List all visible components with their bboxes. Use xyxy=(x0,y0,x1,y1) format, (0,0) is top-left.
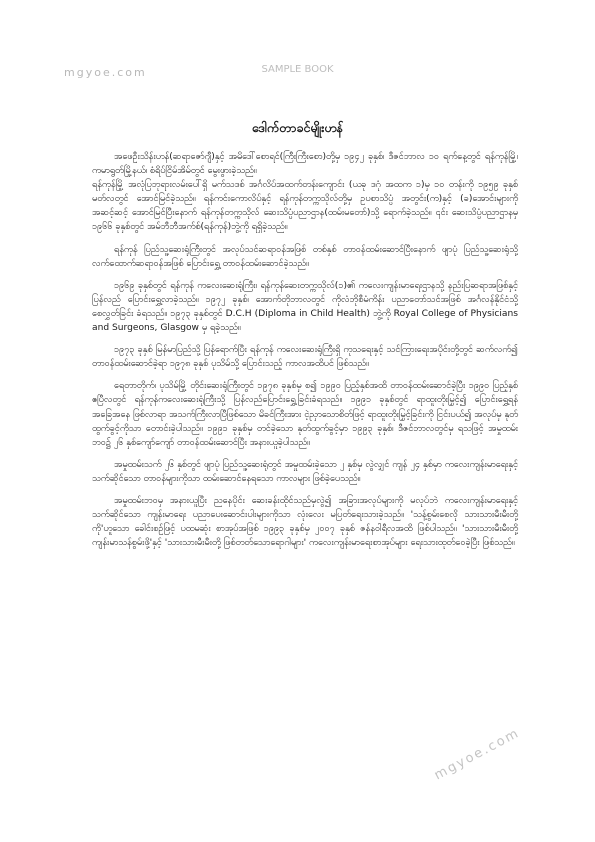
paragraph-return: ၁၉၇၃ ခုနှစ် မြန်မာပြည်သို့ ပြန်ရောက်ပြီး ရန်ကုန် ကလေးဆေးရုံကြီးရှိ ကုသရေးနှင့် သင်ကြားရေးအပိုင်းတို့တွင် ဆက်လက်၍ တာဝန်ထမ်းဆောင်ခဲ့ရာ ၁၉၇၈ ခုနှစ် ပုသိမ်သို့ ပြောင်းသည့် ကာလအထိပင် ဖြစ်သည်။ xyxy=(92,345,518,370)
paragraph-writing: အမှုထမ်းဘဝမှ အနားယူပြီး ညနေပိုင်း ဆေးခန်းထိုင်သည်မှလွဲ၍ အခြားအလုပ်များကို မလုပ်ဘဲ ကလေးကျန်းမာရေးနှင့် သက်ဆိုင်သော ကျန်းမာရေး ပညာပေးဆောင်းပါးများကိုသာ လုံးလေး မပြတ်ရေးသားခဲ့သည်။ 'သန့်စွမ်းစေလို သားသားမီးမီးတို့ကို'ဟူသော ခေါင်းစဉ်ဖြင့် ပထမဆုံး စာအုပ်အဖြစ် ၁၉၉၃ ခုနှစ်မှ ၂၀၀၇ ခုနှစ် ဇန်နဝါရီလအထိ ဖြစ်ပါသည်။ 'သားသားမီးမီးတို့ ကျန်းမာသန်စွမ်းဖို့'နှင့် 'သားသားမီးမီးတို့ ဖြစ်တတ်သောရောဂါများ' ကလေးကျန်းမာရေးစာအုပ်များ ရေးသားထုတ်ဝေခဲ့ပြီး ဖြစ်သည်။ xyxy=(92,495,518,549)
paragraph-childrens-hospital: ၁၉၆၉ ခုနှစ်တွင် ရန်ကုန် ကလေးဆေးရုံကြီး၊ ရန်ကုန်ဆေးတက္ကသိုလ်(၁)၏ ကလေးကျန်းမာရေးဌာနသို့ နည်းပြဆရာအဖြစ်နှင့် ပြန်လည် ပြောင်းရွှေ့လာခဲ့သည်။ ၁၉၇၂ ခုနှစ်၊ အောက်တိုဘာလတွင် ကိုလံဘိုစီမံကိန်း ပညာတော်သင်အဖြစ် အင်္ဂလန်နိုင်ငံသို့ စေလွှတ်ခြင်း ခံရသည်။ ၁၉၇၃ ခုနှစ်တွင် D.C.H (Diploma in Child Health) ဘွဲ့ကို Royal College of Physicians and Surgeons, Glasgow မှ ရခဲ့သည်။ xyxy=(92,280,518,334)
sample-book-label: SAMPLE BOOK xyxy=(261,64,334,75)
paragraph-service-years: အမှုထမ်းသက် ၂၆ နှစ်တွင် ဖျာပုံ ပြည်သူ့ဆေးရုံတွင် အမှုထမ်းခဲ့သော ၂ နှစ်မှ လွဲလျှင် ကျန် ၂၄ နှစ်မှာ ကလေးကျန်းမာရေးနှင့် သက်ဆိုင်သော တာဝန်များကိုသာ ထမ်းဆောင်နေရသော ကာလများ ဖြစ်ခဲ့ပေသည်။ xyxy=(92,459,518,484)
paragraph-education: ရန်ကုန်မြို့ အလုံပြဘုရားလမ်းပေါ်ရှိ မက်သဒစ် အင်္ဂလိပ်အထက်တန်းကျောင်း (ယခု ဒဂုံ အထက ၁)မှ ၁၀ တန်းကို ၁၉၅၉ ခုနှစ် မတ်လတွင် အောင်မြင်ခဲ့သည်။ ရန်ကင်းကောလိပ်နှင့် ရန်ကုန်တက္ကသိုလ်တို့မှ ဥပစာသိပ္ပံ အတွင်း(က)နှင့် (ခ)အောင်းများကို အဆင့်ဆင့် အောင်မြင်ပြီးနောက် ရန်ကုန်တက္ကသိုလ် ဆေးသိပ္ပံပညာဌာန(ထမ်းမတော်)သို့ ရောက်ခဲ့သည်။ ၎င်း ဆေးသိပ္ပံပညာဌာနမှ ၁၉၆၆ ခုနှစ်တွင် အမ်ဘီဘီအက်စ်(ရန်ကုန်)ဘွဲ့ကို ရရှိခဲ့သည်။ xyxy=(92,180,518,233)
biography-text xyxy=(92,150,518,558)
page-title: ဒေါက်တာခင်မျိုးဟန် xyxy=(251,120,344,135)
paragraph-pathein: ရေတာတိုက်၊ ပုသိမ်မြို့ တိုင်းဆေးရုံကြီးတွင် ၁၉၇၈ ခုနှစ်မှ စ၍ ၁၉၉၀ ပြည့်နှစ်အထိ တာဝန်ထမ်းဆောင်ခဲ့ပြီး ၁၉၉၀ ပြည့်နှစ် ဧပြီလတွင် ရန်ကုန်ကလေးဆေးရုံကြီးသို့ ပြန်လည်ပြောင်းရွှေ့ခြင်းခံရသည်။ ၁၉၉၁ ခုနှစ်တွင် ရာထူးတိုးမြှင့်၍ ပြောင်းရွှေ့ရန် အခြေအနေ ဖြစ်လာရာ အသက်ကြီးလာပြီဖြစ်သော မိခင်ကြီးအား ငဲ့ညှာသောစိတ်ဖြင့် ရာထူးတိုးမြှင့်ခြင်းကို ငြင်းပယ်၍ အလုပ်မှ နုတ်ထွက်ခွင့်ကိုသာ တောင်းခဲ့ပါသည်။ ၁၉၉၁ ခုနှစ်မှ တင်ခဲ့သော နုတ်ထွက်ခွင့်မှာ ၁၉၉၃ ခုနှစ်၊ ဒီဇင်ဘာလတွင်မှ ရသဖြင့် အမှုထမ်းဘဝ၌ ၂၆ နှစ်ကျော်ကျော် တာဝန်ထမ်းဆောင်ပြီး အနားယူခဲ့ပါသည်။ xyxy=(92,381,518,448)
paragraph-birth: အဖေဦးသိန်းဟန်(ဆရာဇော်ဂျီ)နှင့် အမိဒေါ်စောရင်(ကြီးကြီးစော)တို့မှ ၁၉၄၂ ခုနှစ်၊ ဒီဇင်ဘာလ ၁၀ ရက်နေ့တွင် ရန်ကုန်မြို့၊ ကမာရွတ်မြို့နယ်၊ စံရိပ်ငြိမ်အိမ်တွင် မွေးဖွားခဲ့သည်။ xyxy=(92,152,518,177)
watermark-site: mgyoe.com xyxy=(64,66,147,79)
watermark-diagonal: mgyoe.com xyxy=(432,725,523,784)
paragraph-first-post: ရန်ကုန် ပြည်သူ့ဆေးရုံကြီးတွင် အလုပ်သင်ဆရာဝန်အဖြစ် တစ်နှစ် တာဝန်ထမ်းဆောင်ပြီးနောက် ဖျာပုံ ပြည်သူ့ဆေးရုံသို့ လက်ထောက်ဆရာဝန်အဖြစ် ပြောင်းရွှေ့ တာဝန်ထမ်းဆောင်ခဲ့သည်။ xyxy=(92,244,518,269)
